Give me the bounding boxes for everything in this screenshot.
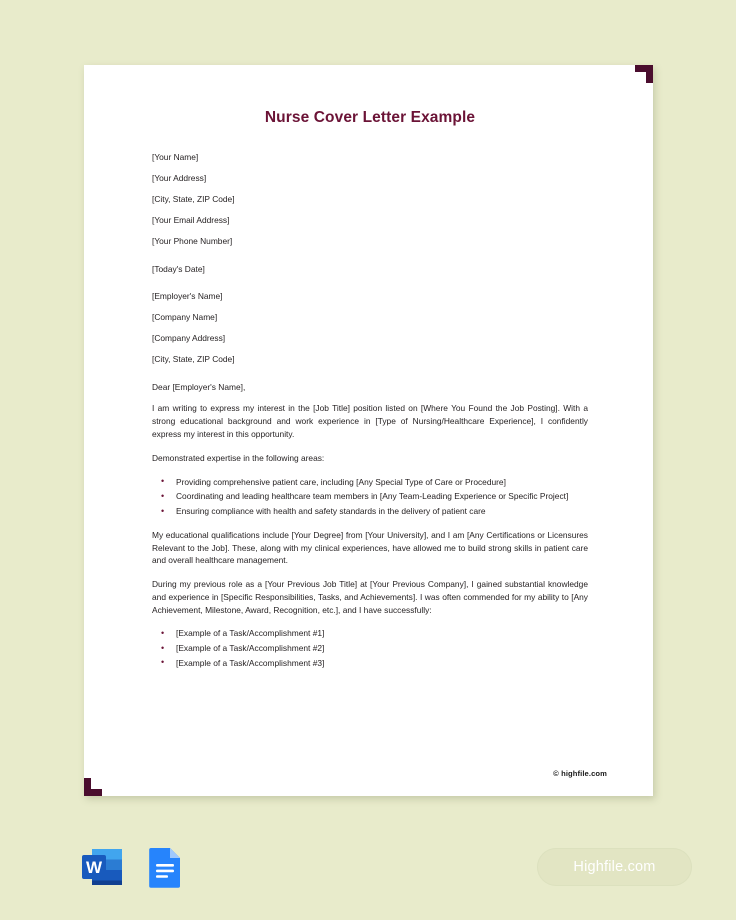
corner-mark-bottom-left [84, 778, 102, 796]
corner-mark-top-right [635, 65, 653, 83]
google-docs-icon[interactable] [140, 843, 188, 891]
list-item: • Ensuring compliance with health and safety standards in the delivery of patient care [152, 505, 588, 518]
paragraph-experience: During my previous role as a [Your Previous Job Title] at [Your Previous Company], I gained substantial knowledge and experience in [Specific Responsibilities, Tasks, and Achievements]. I was often commended for my ability to [Any Achievement, Milestone, Award, Recognition, etc.], and I have successfully: [152, 579, 588, 615]
expertise-bullet-list [152, 476, 588, 518]
sender-line: [Your Email Address] [152, 214, 230, 225]
date-line: [Today's Date] [152, 263, 205, 274]
document-page [84, 65, 653, 796]
recipient-line: [Employer's Name] [152, 291, 223, 302]
svg-text:W: W [85, 858, 103, 877]
sender-address-block [152, 153, 588, 245]
highfile-brand-button[interactable] [537, 848, 692, 886]
recipient-line: [Company Address] [152, 333, 226, 344]
list-item: • [Example of a Task/Accomplishment #2] [152, 642, 588, 655]
recipient-address-block [152, 292, 588, 363]
list-item: • [Example of a Task/Accomplishment #1] [152, 627, 588, 640]
sender-line: [Your Address] [152, 172, 207, 183]
paragraph-intro: I am writing to express my interest in the [Job Title] position listed on [Where You Found the Job Posting]. With a strong educational background and work experience in [Type of Nursing/Healthcare Experience], I confidently express my interest in this opportunity. [152, 403, 588, 439]
list-item: • Coordinating and leading healthcare team members in [Any Team-Leading Experience or Specific Project] [152, 490, 588, 503]
spacer [152, 258, 588, 265]
paragraph-education: My educational qualifications include [Your Degree] from [Your University], and I am [Any Certifications or Licensures Relevant to the Job]. These, along with my clinical experiences, have allowed me to build strong skills in patient care and overall healthcare management. [152, 529, 588, 566]
sender-line: [Your Name] [152, 152, 199, 162]
page-title: Nurse Cover Letter Example [264, 109, 476, 126]
expertise-intro: Demonstrated expertise in the following areas: [152, 452, 325, 463]
download-format-icons [78, 843, 188, 891]
salutation: Dear [Employer's Name], [152, 382, 246, 393]
list-item: • Providing comprehensive patient care, including [Any Special Type of Care or Procedure] [152, 476, 588, 489]
list-item: • [Example of a Task/Accomplishment #3] [152, 657, 588, 670]
sender-line: [City, State, ZIP Code] [152, 193, 235, 204]
recipient-line: [City, State, ZIP Code] [152, 354, 235, 365]
recipient-line: [Company Name] [152, 312, 218, 323]
bottom-action-bar [0, 828, 736, 920]
sender-line: [Your Phone Number] [152, 235, 233, 246]
document-body [152, 109, 588, 681]
microsoft-word-icon[interactable] [78, 843, 126, 891]
highfile-brand-label: Highfile.com [573, 859, 656, 875]
copyright-notice: © highfile.com [553, 769, 607, 778]
accomplishment-bullet-list [152, 627, 588, 669]
